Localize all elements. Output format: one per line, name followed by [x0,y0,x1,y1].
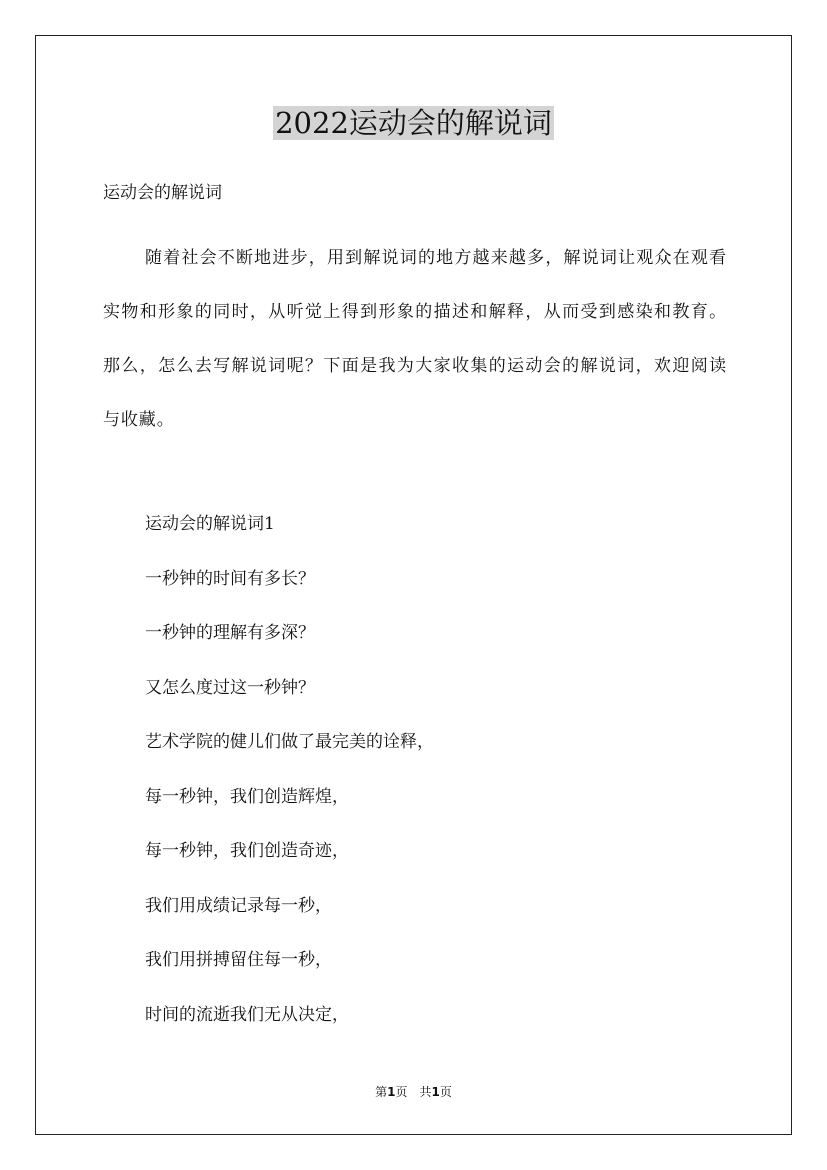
poem-line: 时间的流逝我们无从决定， [145,1004,349,1025]
document-subtitle: 运动会的解说词 [103,183,222,203]
document-title [0,100,827,146]
poem-line: 艺术学院的健儿们做了最完美的诠释， [145,732,434,752]
footer-total-suffix: 页 [439,1085,452,1099]
intro-paragraph: 随着社会不断地进步，用到解说词的地方越来越多，解说词让观众在观看实物和形象的同时，从听觉上得到形象的描述和解释，从而受到感染和教育。那么，怎么去写解说词呢？下面是我为大家收集的运动会的解说词，欢迎阅读与收藏。 [103,248,727,430]
poem-line: 每一秒钟，我们创造辉煌， [145,786,349,807]
footer-page-suffix: 页 [395,1085,408,1099]
page-footer [0,1083,827,1101]
footer-page-number: 1 [387,1085,396,1099]
poem-line: 一秒钟的理解有多深？ [145,623,315,643]
footer-page-prefix: 第 [375,1085,388,1099]
poem-line: 我们用拼搏留住每一秒， [145,950,332,970]
footer-total-number: 1 [431,1085,440,1099]
footer-total-prefix: 共 [419,1085,432,1099]
section-heading: 运动会的解说词1 [145,514,275,534]
poem-line: 又怎么度过这一秒钟？ [145,677,315,698]
poem-line: 我们用成绩记录每一秒， [145,895,332,916]
section-1 [145,497,434,1042]
poem-line: 一秒钟的时间有多长？ [145,568,315,589]
document-title-text: 2022运动会的解说词 [275,106,552,140]
poem-line: 每一秒钟，我们创造奇迹， [145,841,349,861]
